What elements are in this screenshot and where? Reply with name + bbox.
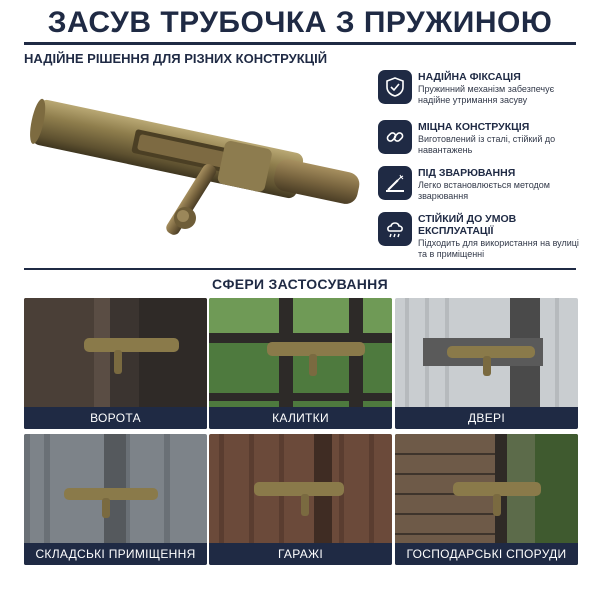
feature-text: Підходить для використання на вулиці та в приміщенні	[418, 238, 579, 259]
application-tile-wickets	[209, 298, 392, 429]
feature-title: ПІД ЗВАРЮВАННЯ	[418, 167, 516, 179]
application-tile-doors	[395, 298, 578, 429]
feature-title: СТІЙКИЙ ДО УМОВ ЕКСПЛУАТАЦІЇ	[418, 213, 517, 237]
application-tile-garages	[209, 434, 392, 565]
page-subtitle: НАДІЙНЕ РІШЕННЯ ДЛЯ РІЗНИХ КОНСТРУКЦІЙ	[24, 51, 328, 66]
feature-title: НАДІЙНА ФІКСАЦІЯ	[418, 71, 521, 83]
shield-check-icon	[378, 70, 412, 104]
tile-label: ВОРОТА	[24, 407, 207, 429]
tile-label: ГАРАЖІ	[209, 543, 392, 565]
tile-label: ГОСПОДАРСЬКІ СПОРУДИ	[395, 543, 578, 565]
tile-label: СКЛАДСЬКІ ПРИМІЩЕННЯ	[24, 543, 207, 565]
feature-text: Виготовлений із сталі, стійкий до навантажень	[418, 134, 556, 155]
tile-label: КАЛИТКИ	[209, 407, 392, 429]
welding-icon	[378, 166, 412, 200]
chain-link-icon	[378, 120, 412, 154]
section-divider	[24, 268, 576, 270]
feature-title: МІЦНА КОНСТРУКЦІЯ	[418, 121, 530, 133]
title-divider	[24, 42, 576, 45]
feature-text: Пружинний механізм забезпечує надійне утримання засуву	[418, 84, 555, 105]
application-tile-gates	[24, 298, 207, 429]
page-title: ЗАСУВ ТРУБОЧКА З ПРУЖИНОЮ	[47, 6, 553, 39]
cloud-rain-icon	[378, 212, 412, 246]
application-tile-outbuildings	[395, 434, 578, 565]
tile-label: ДВЕРІ	[395, 407, 578, 429]
feature-text: Легко встановлюється методом зварювання	[418, 180, 550, 201]
product-image	[20, 90, 375, 240]
application-tile-warehouses	[24, 434, 207, 565]
applications-title: СФЕРИ ЗАСТОСУВАННЯ	[212, 276, 388, 292]
